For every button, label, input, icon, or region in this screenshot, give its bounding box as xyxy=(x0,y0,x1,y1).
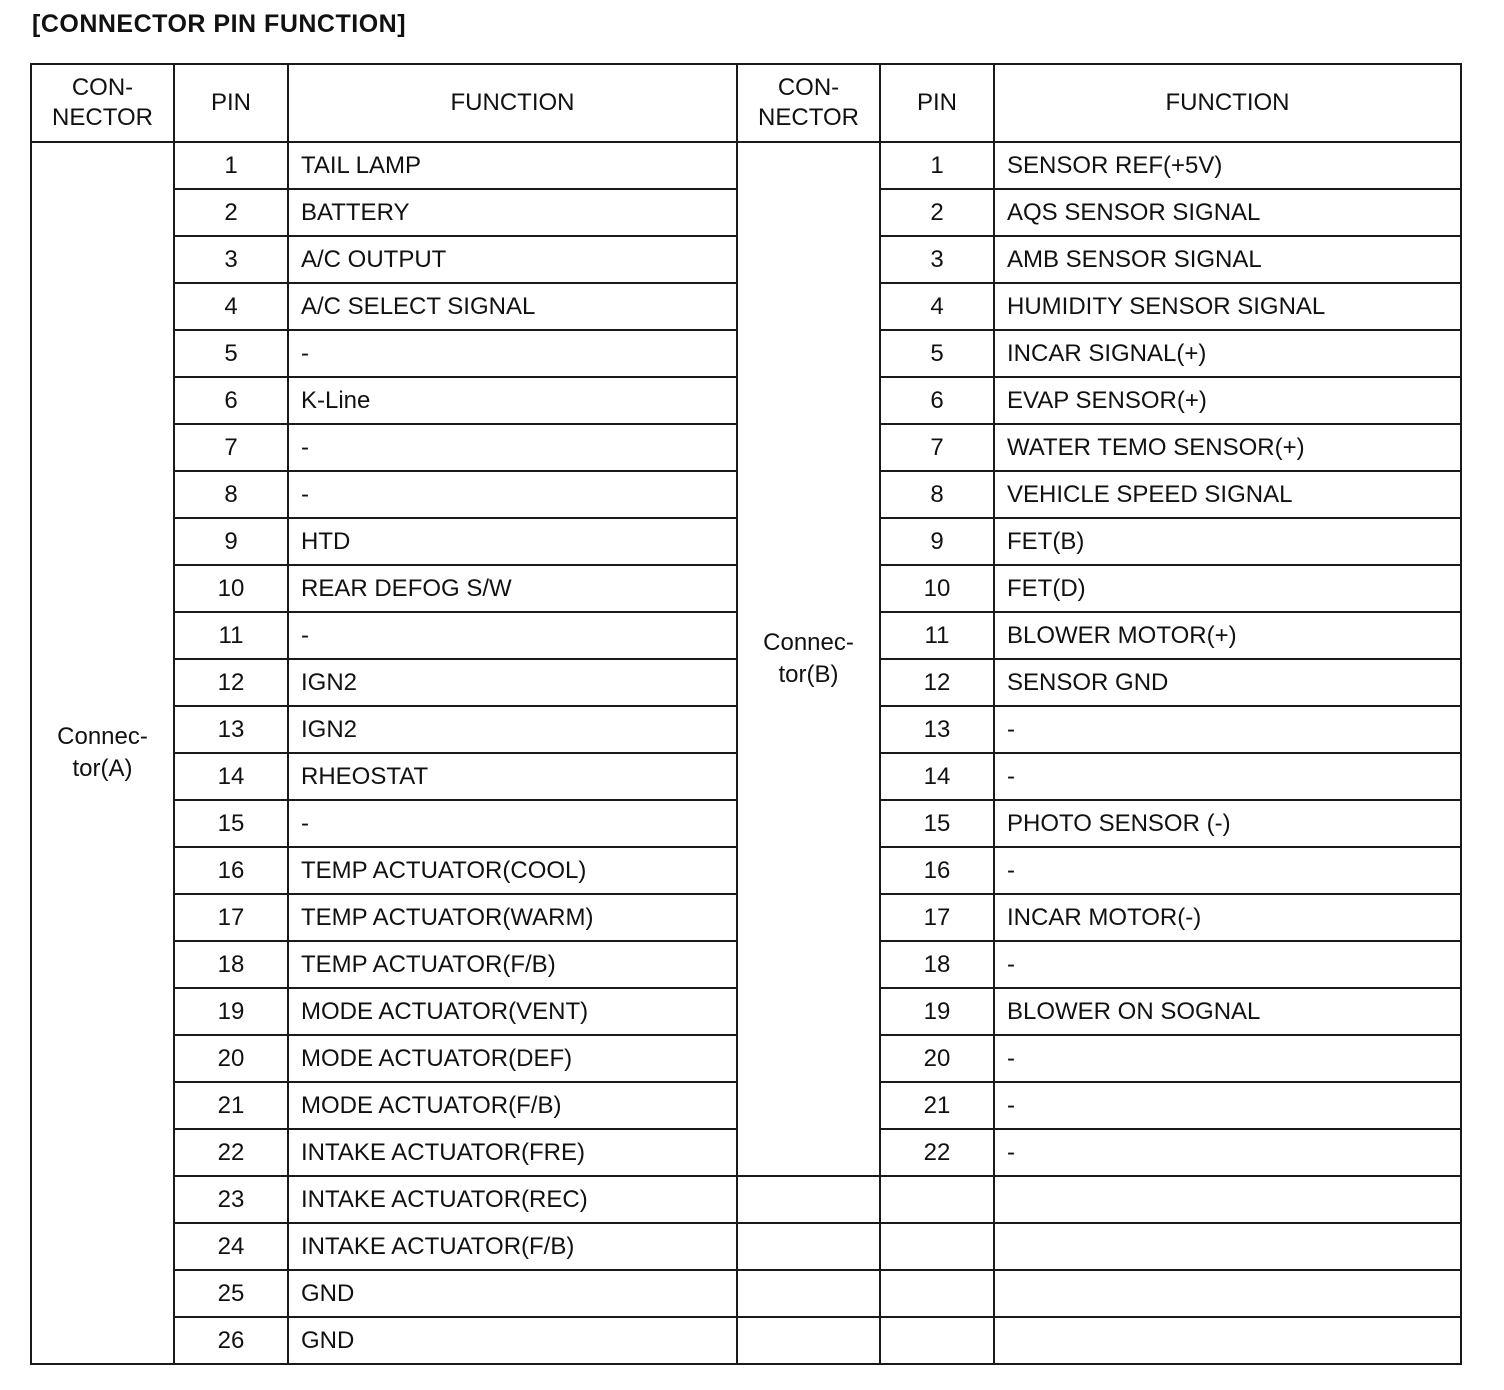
pin-number-a: 26 xyxy=(174,1317,288,1364)
pin-number-a: 7 xyxy=(174,424,288,471)
table-body xyxy=(31,142,1461,1364)
pin-function-a: K-Line xyxy=(288,377,737,424)
empty-function-cell xyxy=(994,1317,1461,1364)
pin-number-b: 22 xyxy=(880,1129,994,1176)
table-row xyxy=(31,1176,1461,1223)
pin-function-a: - xyxy=(288,424,737,471)
connector-a-label: Connec- tor(A) xyxy=(31,142,174,1364)
pin-function-a: TEMP ACTUATOR(WARM) xyxy=(288,894,737,941)
empty-pin-cell xyxy=(880,1176,994,1223)
pin-function-a: TEMP ACTUATOR(COOL) xyxy=(288,847,737,894)
pin-function-a: MODE ACTUATOR(F/B) xyxy=(288,1082,737,1129)
header-connector-a: CON- NECTOR xyxy=(31,64,174,142)
pin-function-a: TAIL LAMP xyxy=(288,142,737,189)
pin-function-b: - xyxy=(994,941,1461,988)
pin-function-b: BLOWER ON SOGNAL xyxy=(994,988,1461,1035)
pin-number-a: 22 xyxy=(174,1129,288,1176)
pin-function-b: - xyxy=(994,1035,1461,1082)
pin-function-a: INTAKE ACTUATOR(REC) xyxy=(288,1176,737,1223)
pin-function-a: GND xyxy=(288,1317,737,1364)
pin-function-b: HUMIDITY SENSOR SIGNAL xyxy=(994,283,1461,330)
pin-number-a: 21 xyxy=(174,1082,288,1129)
pin-number-a: 5 xyxy=(174,330,288,377)
empty-function-cell xyxy=(994,1223,1461,1270)
pin-function-b: - xyxy=(994,847,1461,894)
pin-function-b: BLOWER MOTOR(+) xyxy=(994,612,1461,659)
pin-number-a: 11 xyxy=(174,612,288,659)
empty-pin-cell xyxy=(880,1270,994,1317)
pin-function-b: - xyxy=(994,753,1461,800)
table-row xyxy=(31,1317,1461,1364)
empty-pin-cell xyxy=(880,1317,994,1364)
pin-number-b: 12 xyxy=(880,659,994,706)
pin-number-b: 18 xyxy=(880,941,994,988)
pin-number-a: 12 xyxy=(174,659,288,706)
table-header-row xyxy=(31,64,1461,142)
table-row xyxy=(31,1270,1461,1317)
pin-number-a: 4 xyxy=(174,283,288,330)
header-pin-b: PIN xyxy=(880,64,994,142)
pin-function-a: - xyxy=(288,612,737,659)
pin-number-b: 13 xyxy=(880,706,994,753)
pin-function-a: HTD xyxy=(288,518,737,565)
header-connector-b: CON- NECTOR xyxy=(737,64,880,142)
pin-function-a: MODE ACTUATOR(DEF) xyxy=(288,1035,737,1082)
pin-number-b: 17 xyxy=(880,894,994,941)
pin-function-b: FET(D) xyxy=(994,565,1461,612)
pin-function-a: - xyxy=(288,330,737,377)
empty-connector-cell xyxy=(737,1317,880,1364)
pin-number-a: 25 xyxy=(174,1270,288,1317)
pin-function-b: FET(B) xyxy=(994,518,1461,565)
pin-function-b: WATER TEMO SENSOR(+) xyxy=(994,424,1461,471)
pin-number-a: 2 xyxy=(174,189,288,236)
pin-number-a: 14 xyxy=(174,753,288,800)
header-function-b: FUNCTION xyxy=(994,64,1461,142)
empty-connector-cell xyxy=(737,1223,880,1270)
pin-function-b: AQS SENSOR SIGNAL xyxy=(994,189,1461,236)
pin-function-a: - xyxy=(288,800,737,847)
pin-number-a: 20 xyxy=(174,1035,288,1082)
pin-number-a: 18 xyxy=(174,941,288,988)
pin-number-a: 1 xyxy=(174,142,288,189)
pin-number-b: 9 xyxy=(880,518,994,565)
pin-function-b: INCAR SIGNAL(+) xyxy=(994,330,1461,377)
pin-function-b: SENSOR REF(+5V) xyxy=(994,142,1461,189)
pin-function-a: TEMP ACTUATOR(F/B) xyxy=(288,941,737,988)
pin-function-a: REAR DEFOG S/W xyxy=(288,565,737,612)
pin-number-b: 7 xyxy=(880,424,994,471)
pin-number-b: 16 xyxy=(880,847,994,894)
pin-number-a: 10 xyxy=(174,565,288,612)
empty-connector-cell xyxy=(737,1270,880,1317)
pin-number-a: 8 xyxy=(174,471,288,518)
pin-number-b: 3 xyxy=(880,236,994,283)
pin-number-b: 11 xyxy=(880,612,994,659)
pin-function-b: - xyxy=(994,1082,1461,1129)
empty-function-cell xyxy=(994,1270,1461,1317)
table-row xyxy=(31,142,1461,189)
pin-number-b: 20 xyxy=(880,1035,994,1082)
pin-function-a: IGN2 xyxy=(288,706,737,753)
pin-function-b: - xyxy=(994,1129,1461,1176)
empty-pin-cell xyxy=(880,1223,994,1270)
pin-number-a: 24 xyxy=(174,1223,288,1270)
pin-number-b: 15 xyxy=(880,800,994,847)
pin-function-a: MODE ACTUATOR(VENT) xyxy=(288,988,737,1035)
pin-function-a: IGN2 xyxy=(288,659,737,706)
pin-function-a: A/C SELECT SIGNAL xyxy=(288,283,737,330)
pin-function-b: EVAP SENSOR(+) xyxy=(994,377,1461,424)
pin-number-b: 8 xyxy=(880,471,994,518)
pin-number-b: 2 xyxy=(880,189,994,236)
pin-number-a: 6 xyxy=(174,377,288,424)
pin-number-b: 5 xyxy=(880,330,994,377)
pin-number-a: 3 xyxy=(174,236,288,283)
page-title: [CONNECTOR PIN FUNCTION] xyxy=(32,10,407,38)
pin-number-b: 19 xyxy=(880,988,994,1035)
table-row xyxy=(31,1223,1461,1270)
pin-function-b: SENSOR GND xyxy=(994,659,1461,706)
pin-number-a: 15 xyxy=(174,800,288,847)
pin-number-b: 21 xyxy=(880,1082,994,1129)
pin-number-b: 4 xyxy=(880,283,994,330)
pin-number-a: 23 xyxy=(174,1176,288,1223)
pin-function-b: VEHICLE SPEED SIGNAL xyxy=(994,471,1461,518)
connector-b-label: Connec- tor(B) xyxy=(737,142,880,1176)
pin-function-a: GND xyxy=(288,1270,737,1317)
pin-number-a: 19 xyxy=(174,988,288,1035)
pin-number-b: 10 xyxy=(880,565,994,612)
pin-function-a: INTAKE ACTUATOR(F/B) xyxy=(288,1223,737,1270)
pin-function-b: PHOTO SENSOR (-) xyxy=(994,800,1461,847)
pin-function-b: INCAR MOTOR(-) xyxy=(994,894,1461,941)
pin-number-a: 17 xyxy=(174,894,288,941)
pin-function-a: BATTERY xyxy=(288,189,737,236)
pin-function-b: - xyxy=(994,706,1461,753)
pin-number-b: 6 xyxy=(880,377,994,424)
pin-function-a: - xyxy=(288,471,737,518)
pin-function-a: A/C OUTPUT xyxy=(288,236,737,283)
pin-number-b: 1 xyxy=(880,142,994,189)
empty-connector-cell xyxy=(737,1176,880,1223)
pin-number-a: 9 xyxy=(174,518,288,565)
header-pin-a: PIN xyxy=(174,64,288,142)
connector-pin-table xyxy=(30,63,1462,1365)
empty-function-cell xyxy=(994,1176,1461,1223)
pin-function-a: INTAKE ACTUATOR(FRE) xyxy=(288,1129,737,1176)
pin-number-a: 16 xyxy=(174,847,288,894)
pin-number-a: 13 xyxy=(174,706,288,753)
pin-function-b: AMB SENSOR SIGNAL xyxy=(994,236,1461,283)
pin-function-a: RHEOSTAT xyxy=(288,753,737,800)
pin-number-b: 14 xyxy=(880,753,994,800)
header-function-a: FUNCTION xyxy=(288,64,737,142)
